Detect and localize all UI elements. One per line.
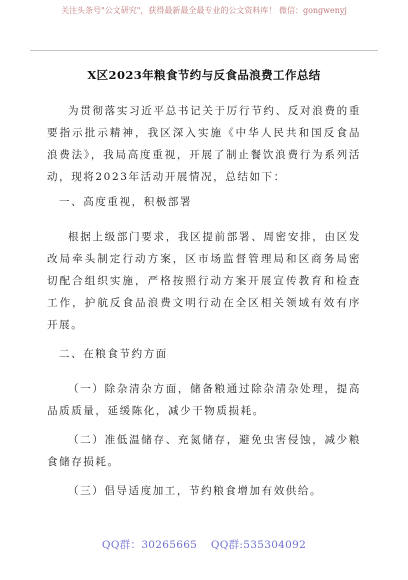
section-2-item-1: （一）除杂清杂方面，储备粮通过除杂清杂处理，提高品质质量，延缓陈化，减少干物质损耗。 bbox=[47, 383, 361, 417]
footer-contacts bbox=[0, 537, 408, 553]
header-notice bbox=[0, 0, 408, 26]
footer-qq-group-1: QQ群：30265665 bbox=[101, 539, 198, 551]
section-heading-1: 一、高度重视，积极部署 bbox=[59, 196, 193, 208]
header-divider bbox=[30, 50, 378, 51]
intro-paragraph: 为贯彻落实习近平总书记关于厉行节约、反对浪费的重要指示批示精神，我区深入实施《中华人民共和国反食品浪费法》，我局高度重视，开展了制止餐饮浪费行为系列活动，现将2023年活动开展情况，总结如下： bbox=[47, 105, 361, 183]
footer-qq-group-2: QQ群:535304092 bbox=[210, 539, 307, 551]
section-1-paragraph: 根据上级部门要求，我区提前部署、周密安排，由区发改局牵头制定行动方案，区市场监督管理局和区商务局密切配合组织实施，严格按照行动方案开展宣传教育和检查工作，护航反食品浪费文明行动在全区相关领域有效有序开展。 bbox=[47, 231, 361, 331]
section-2-item-3: （三）倡导适度加工，节约粮食增加有效供给。 bbox=[68, 485, 323, 497]
document-title: X区2023年粮食节约与反食品浪费工作总结 bbox=[87, 68, 321, 82]
section-2-item-2: （二）准低温储存、充氮储存，避免虫害侵蚀，减少粮食储存损耗。 bbox=[47, 434, 361, 468]
section-heading-2: 二、在粮食节约方面 bbox=[59, 348, 168, 360]
header-notice-text: 关注头条号"公文研究"，获得最新最全最专业的公文资料库！ 微信：gongwenyj bbox=[61, 6, 347, 15]
